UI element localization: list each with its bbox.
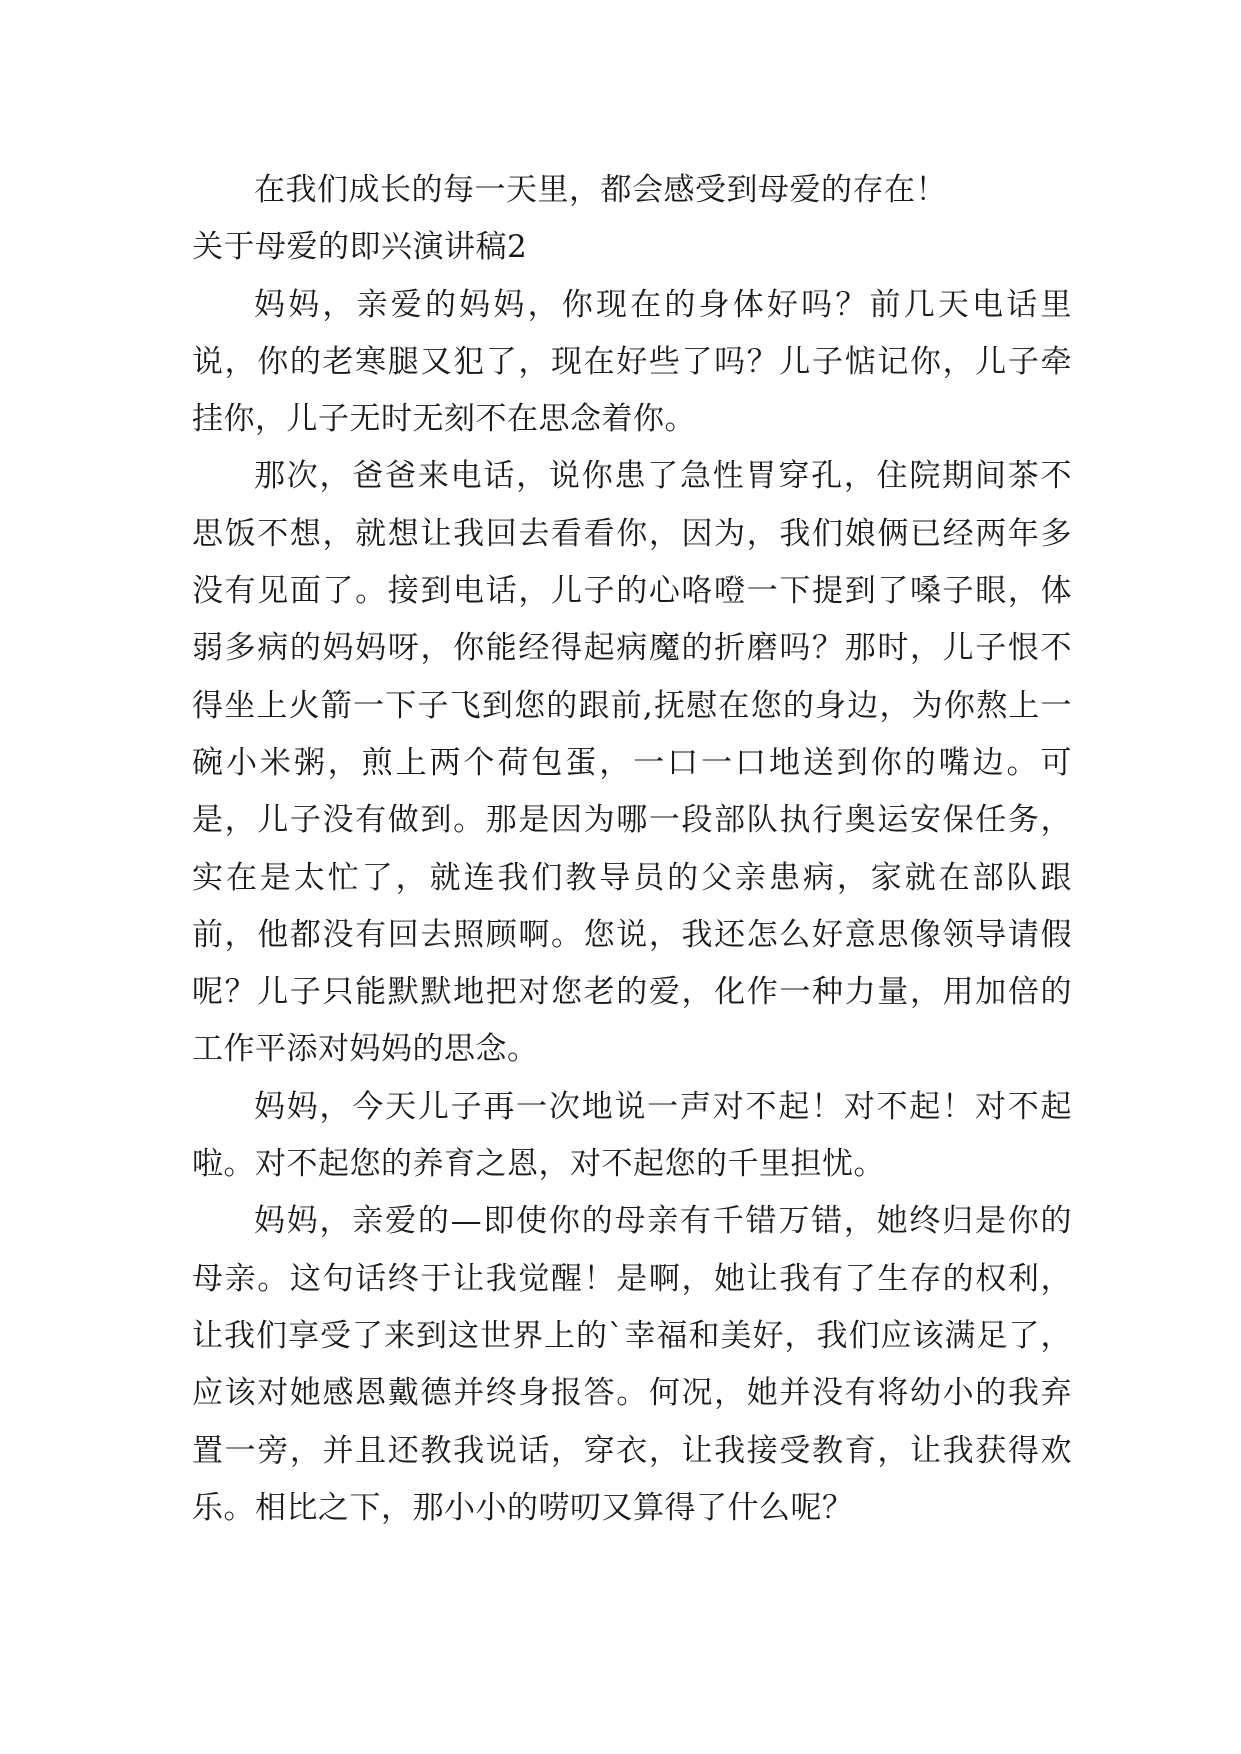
- intro-paragraph: 在我们成长的每一天里，都会感受到母爱的存在！: [254, 172, 947, 208]
- body-paragraph-4: 妈妈，亲爱的—即使你的母亲有千错万错，她终归是你的母亲。这句话终于让我觉醒！是啊，她让我有了生存的权利，让我们享受了来到这世界上的`幸福和美好，我们应该满足了，应该对她感恩戴德并终身报答。何况，她并没有将幼小的我弃置一旁，并且还教我说话，穿衣，让我接受教育，让我获得欢乐。相比之下，那小小的唠叨又算得了什么呢？: [192, 1203, 1072, 1526]
- body-paragraph-2: 那次，爸爸来电话，说你患了急性胃穿孔，住院期间茶不思饭不想，就想让我回去看看你，因为，我们娘俩已经两年多没有见面了。接到电话，儿子的心咯噔一下提到了嗓子眼，体弱多病的妈妈呀，你能经得起病魔的折磨吗？那时，儿子恨不得坐上火箭一下子飞到您的跟前,抚慰在您的身边，为你熬上一碗小米粥，煎上两个荷包蛋，一口一口地送到你的嘴边。可是，儿子没有做到。那是因为哪一段部队执行奥运安保任务，实在是太忙了，就连我们教导员的父亲患病，家就在部队跟前，他都没有回去照顾啊。您说，我还怎么好意思像领导请假呢？儿子只能默默地把对您老的爱，化作一种力量，用加倍的工作平添对妈妈的思念。: [192, 458, 1072, 1068]
- document-content: [192, 162, 1072, 1537]
- section-heading: 关于母爱的即兴演讲稿2: [192, 229, 528, 266]
- body-paragraph-1: 妈妈，亲爱的妈妈，你现在的身体好吗？前几天电话里说，你的老寒腿又犯了，现在好些了吗？儿子惦记你，儿子牵挂你，儿子无时无刻不在思念着你。: [192, 286, 1072, 438]
- body-paragraph-3: 妈妈，今天儿子再一次地说一声对不起！对不起！对不起啦。对不起您的养育之恩，对不起您的千里担忧。: [192, 1088, 1072, 1183]
